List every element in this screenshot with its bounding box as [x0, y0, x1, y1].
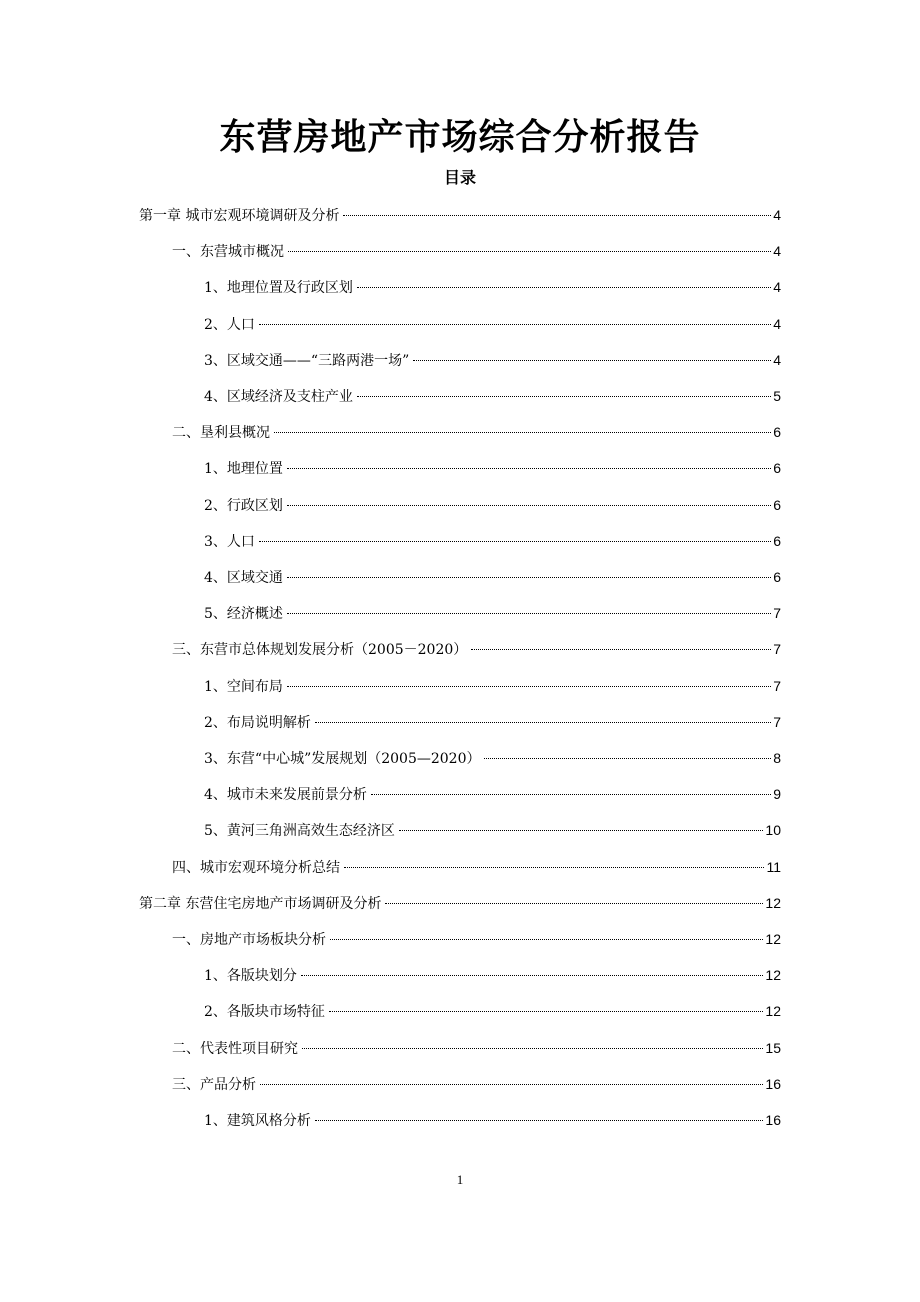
- toc-dot-leader: [287, 468, 771, 469]
- toc-dot-leader: [385, 903, 763, 904]
- toc-dot-leader: [357, 287, 771, 288]
- toc-entry-title: 第一章 城市宏观环境调研及分析: [139, 208, 340, 224]
- toc-entry-page-number: 6: [773, 460, 781, 476]
- toc-dot-leader: [287, 505, 771, 506]
- toc-entry[interactable]: [204, 458, 781, 478]
- toc-entry[interactable]: [204, 1001, 781, 1021]
- toc-entry-page-number: 10: [765, 822, 781, 838]
- toc-entry[interactable]: [204, 712, 781, 732]
- toc-entry-page-number: 11: [766, 859, 781, 875]
- toc-dot-leader: [259, 541, 771, 542]
- toc-entry-page-number: 9: [773, 786, 781, 802]
- toc-dot-leader: [274, 432, 771, 433]
- toc-entry-title: 1、各版块划分: [204, 968, 297, 984]
- toc-entry-page-number: 4: [773, 316, 781, 332]
- toc-entry[interactable]: [172, 929, 781, 949]
- toc-entry[interactable]: [172, 422, 781, 442]
- toc-entry-title: 2、布局说明解析: [204, 715, 311, 731]
- toc-dot-leader: [399, 830, 764, 831]
- toc-entry[interactable]: [172, 1038, 781, 1058]
- toc-entry[interactable]: [139, 893, 781, 913]
- toc-entry[interactable]: [204, 567, 781, 587]
- toc-entry-title: 4、区域交通: [204, 570, 283, 586]
- toc-entry[interactable]: [204, 676, 781, 696]
- toc-entry[interactable]: [204, 1110, 781, 1130]
- toc-entry-page-number: 12: [765, 1003, 781, 1019]
- toc-entry[interactable]: [204, 748, 781, 768]
- toc-entry-page-number: 12: [765, 895, 781, 911]
- toc-entry[interactable]: [204, 531, 781, 551]
- toc-dot-leader: [344, 867, 764, 868]
- toc-entry-title: 三、产品分析: [172, 1077, 256, 1093]
- toc-dot-leader: [484, 758, 771, 759]
- toc-dot-leader: [329, 1011, 764, 1012]
- toc-dot-leader: [287, 613, 771, 614]
- toc-dot-leader: [287, 686, 771, 687]
- toc-entry-title: 二、垦利县概况: [172, 425, 270, 441]
- toc-entry-page-number: 8: [773, 750, 781, 766]
- toc-entry-title: 4、城市未来发展前景分析: [204, 787, 367, 803]
- toc-entry[interactable]: [172, 639, 781, 659]
- toc-entry-page-number: 4: [773, 243, 781, 259]
- page-number: 1: [456, 1172, 464, 1187]
- toc-dot-leader: [471, 649, 771, 650]
- toc-entry-title: 3、区域交通——“三路两港一场”: [204, 353, 410, 369]
- toc-entry-title: 一、房地产市场板块分析: [172, 932, 326, 948]
- toc-heading: 目录: [443, 168, 476, 187]
- toc-dot-leader: [301, 975, 764, 976]
- toc-entry-title: 二、代表性项目研究: [172, 1041, 298, 1057]
- toc-entry[interactable]: [204, 965, 781, 985]
- toc-entry-title: 3、东营“中心城”发展规划（2005—2020）: [204, 751, 481, 767]
- toc-entry-page-number: 12: [765, 967, 781, 983]
- toc-entry-title: 三、东营市总体规划发展分析（2005－2020）: [172, 642, 468, 658]
- toc-entry[interactable]: [204, 784, 781, 804]
- toc-entry-page-number: 4: [773, 352, 781, 368]
- toc-entry[interactable]: [204, 277, 781, 297]
- toc-entry-page-number: 6: [773, 424, 781, 440]
- toc-entry[interactable]: [172, 241, 781, 261]
- toc-entry[interactable]: [204, 314, 781, 334]
- toc-entry-page-number: 4: [773, 279, 781, 295]
- toc-entry-title: 3、人口: [204, 534, 255, 550]
- toc-entry-title: 4、区域经济及支柱产业: [204, 389, 353, 405]
- toc-entry-page-number: 5: [773, 388, 781, 404]
- toc-dot-leader: [259, 324, 771, 325]
- toc-dot-leader: [315, 1120, 764, 1121]
- toc-entry-page-number: 15: [765, 1040, 781, 1056]
- toc-entry-title: 2、行政区划: [204, 498, 283, 514]
- toc-dot-leader: [260, 1084, 763, 1085]
- toc-dot-leader: [413, 360, 771, 361]
- toc-entry[interactable]: [204, 495, 781, 515]
- toc-entry-title: 1、建筑风格分析: [204, 1113, 311, 1129]
- toc-entry[interactable]: [172, 857, 781, 877]
- toc-entry-title: 1、地理位置及行政区划: [204, 280, 353, 296]
- toc-dot-leader: [343, 215, 771, 216]
- toc-entry-title: 一、东营城市概况: [172, 244, 284, 260]
- toc-dot-leader: [302, 1048, 763, 1049]
- toc-entry-page-number: 6: [773, 533, 781, 549]
- toc-dot-leader: [288, 251, 771, 252]
- toc-entry[interactable]: [204, 386, 781, 406]
- toc-entry-title: 四、城市宏观环境分析总结: [172, 860, 340, 876]
- toc-entry-page-number: 6: [773, 497, 781, 513]
- toc-entry[interactable]: [204, 350, 781, 370]
- toc-entry-page-number: 7: [773, 605, 781, 621]
- document-title: 东营房地产市场综合分析报告: [219, 116, 701, 158]
- toc-entry[interactable]: [204, 820, 781, 840]
- toc-entry-page-number: 12: [765, 931, 781, 947]
- toc-entry-title: 1、地理位置: [204, 461, 283, 477]
- toc-entry-title: 5、经济概述: [204, 606, 283, 622]
- toc-entry-page-number: 6: [773, 569, 781, 585]
- toc-entry-page-number: 7: [773, 714, 781, 730]
- toc-entry-page-number: 7: [773, 678, 781, 694]
- toc-entry-page-number: 16: [765, 1112, 781, 1128]
- toc-entry-title: 1、空间布局: [204, 679, 283, 695]
- toc-dot-leader: [357, 396, 771, 397]
- toc-entry-title: 第二章 东营住宅房地产市场调研及分析: [139, 896, 382, 912]
- toc-dot-leader: [330, 939, 763, 940]
- toc-entry-page-number: 4: [773, 207, 781, 223]
- toc-entry-title: 2、各版块市场特征: [204, 1004, 325, 1020]
- toc-dot-leader: [315, 722, 771, 723]
- toc-entry-page-number: 16: [765, 1076, 781, 1092]
- toc-entry-title: 5、黄河三角洲高效生态经济区: [204, 823, 395, 839]
- toc-entry[interactable]: [139, 205, 781, 225]
- toc-dot-leader: [371, 794, 771, 795]
- toc-entry[interactable]: [204, 603, 781, 623]
- toc-entry[interactable]: [172, 1074, 781, 1094]
- toc-entry-title: 2、人口: [204, 317, 255, 333]
- toc-dot-leader: [287, 577, 771, 578]
- toc-entry-page-number: 7: [773, 641, 781, 657]
